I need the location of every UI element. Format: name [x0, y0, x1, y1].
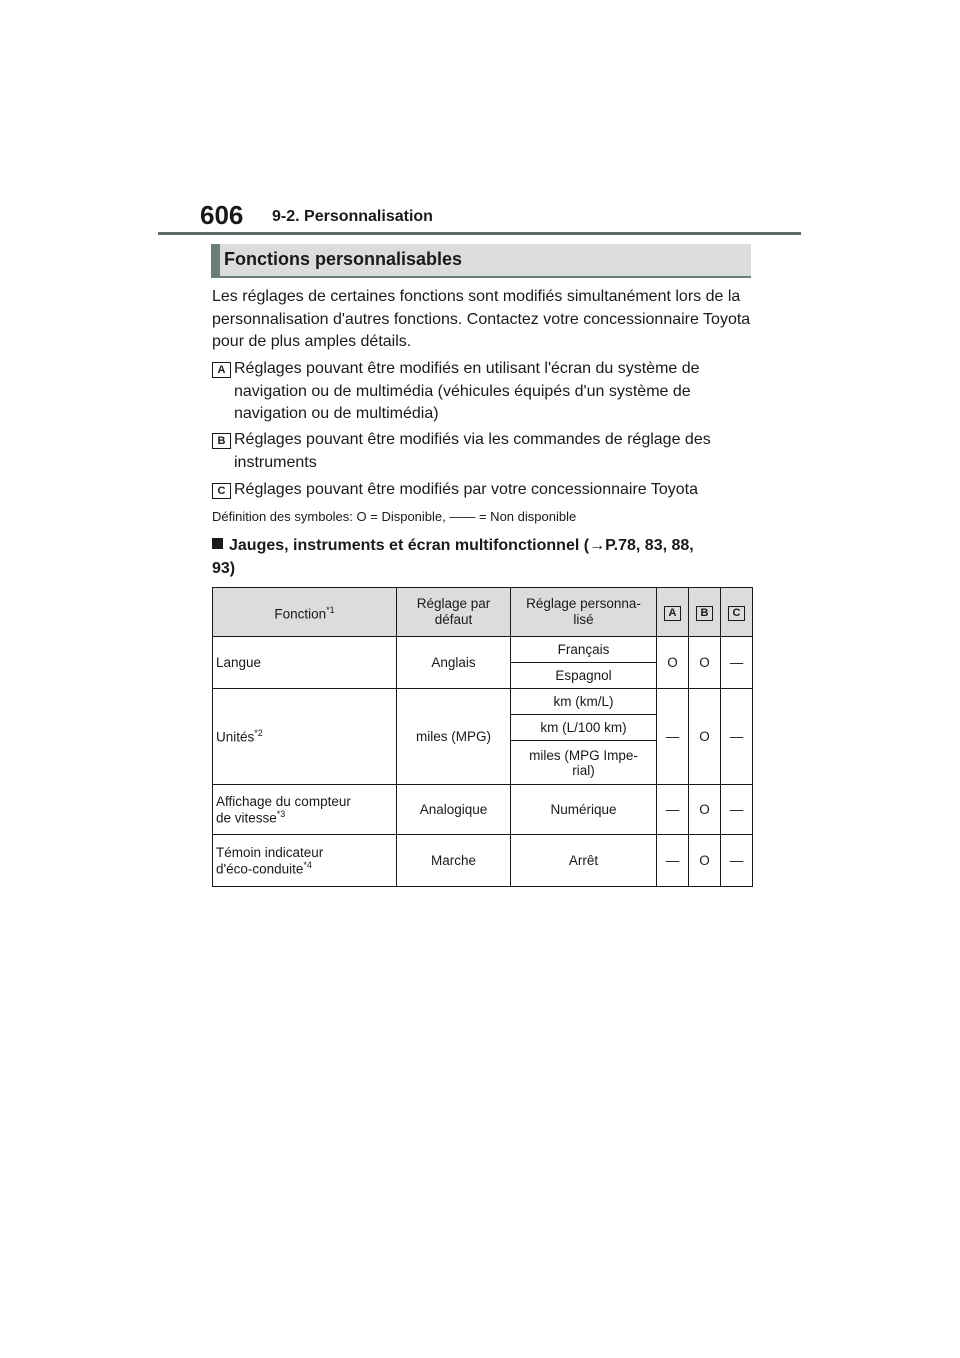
- table-row: [213, 835, 753, 887]
- cell-c: —: [721, 785, 753, 835]
- option-c: [212, 479, 752, 502]
- heading-band: [211, 244, 751, 278]
- cell-function: Unités$^{*2}$: [213, 689, 397, 785]
- cell-default: Analogique: [397, 785, 511, 835]
- table-row: [213, 637, 753, 663]
- cell-custom: miles (MPG Impe- rial): [511, 741, 657, 785]
- header-custom: Réglage personna- lisé: [511, 588, 657, 637]
- letter-a-box: A: [212, 362, 231, 378]
- subheading: [212, 534, 752, 580]
- subheading-line1: Jauges, instruments et écran multifonctionnel (→P.78, 83, 88,: [229, 537, 694, 554]
- settings-table: [212, 587, 753, 887]
- cell-c: —: [721, 835, 753, 887]
- table-row: [213, 689, 753, 715]
- cell-function: Témoin indicateur d'éco-conduite$^{*4}$: [213, 835, 397, 887]
- option-b-text: Réglages pouvant être modifiés via les commandes de réglage des instruments: [234, 431, 711, 471]
- cell-a: —: [657, 689, 689, 785]
- header-a: A: [657, 588, 689, 637]
- letter-c-box: C: [212, 483, 231, 499]
- symbol-legend: Définition des symboles: O = Disponible, —— = Non disponible: [212, 509, 577, 524]
- cell-default: Anglais: [397, 637, 511, 689]
- option-a-text: Réglages pouvant être modifiés en utilisant l'écran du système de navigation ou de multimédia (véhicules équipés d'un système de navigation ou de multimédia): [234, 360, 700, 422]
- cell-custom: Arrêt: [511, 835, 657, 887]
- page-heading: Fonctions personnalisables: [224, 249, 463, 269]
- cell-default: Marche: [397, 835, 511, 887]
- table-row: [213, 785, 753, 835]
- heading-bar: [211, 244, 220, 276]
- square-bullet-icon: [212, 538, 223, 549]
- subheading-line2: 93): [212, 560, 236, 577]
- intro-paragraph: Les réglages de certaines fonctions sont modifiés simultanément lors de la personnalisation d'autres fonctions. Contactez votre concessionnaire Toyota pour de plus amples détails.: [212, 288, 751, 350]
- header-rule: [158, 232, 801, 235]
- cell-b: O: [689, 785, 721, 835]
- header-function: Fonction$^{*1}$: [213, 588, 397, 637]
- cell-default: miles (MPG): [397, 689, 511, 785]
- section-title: 9-2. Personnalisation: [272, 208, 433, 225]
- cell-custom: km (L/100 km): [511, 715, 657, 741]
- header-default: Réglage par défaut: [397, 588, 511, 637]
- option-c-text: Réglages pouvant être modifiés par votre concessionnaire Toyota: [234, 481, 698, 498]
- option-b: [212, 429, 752, 474]
- cell-b: O: [689, 637, 721, 689]
- cell-c: —: [721, 689, 753, 785]
- header-c: C: [721, 588, 753, 637]
- cell-function: Langue: [213, 637, 397, 689]
- cell-c: —: [721, 637, 753, 689]
- page-number: 606: [200, 200, 244, 230]
- letter-b-box: B: [212, 433, 231, 449]
- cell-a: O: [657, 637, 689, 689]
- cell-a: —: [657, 835, 689, 887]
- cell-b: O: [689, 689, 721, 785]
- cell-function: Affichage du compteur de vitesse$^{*3}$: [213, 785, 397, 835]
- cell-a: —: [657, 785, 689, 835]
- option-a: [212, 358, 752, 426]
- header-b: B: [689, 588, 721, 637]
- cell-b: O: [689, 835, 721, 887]
- table-header-row: [213, 588, 753, 637]
- cell-custom: Français: [511, 637, 657, 663]
- cell-custom: Numérique: [511, 785, 657, 835]
- cell-custom: km (km/L): [511, 689, 657, 715]
- cell-custom: Espagnol: [511, 663, 657, 689]
